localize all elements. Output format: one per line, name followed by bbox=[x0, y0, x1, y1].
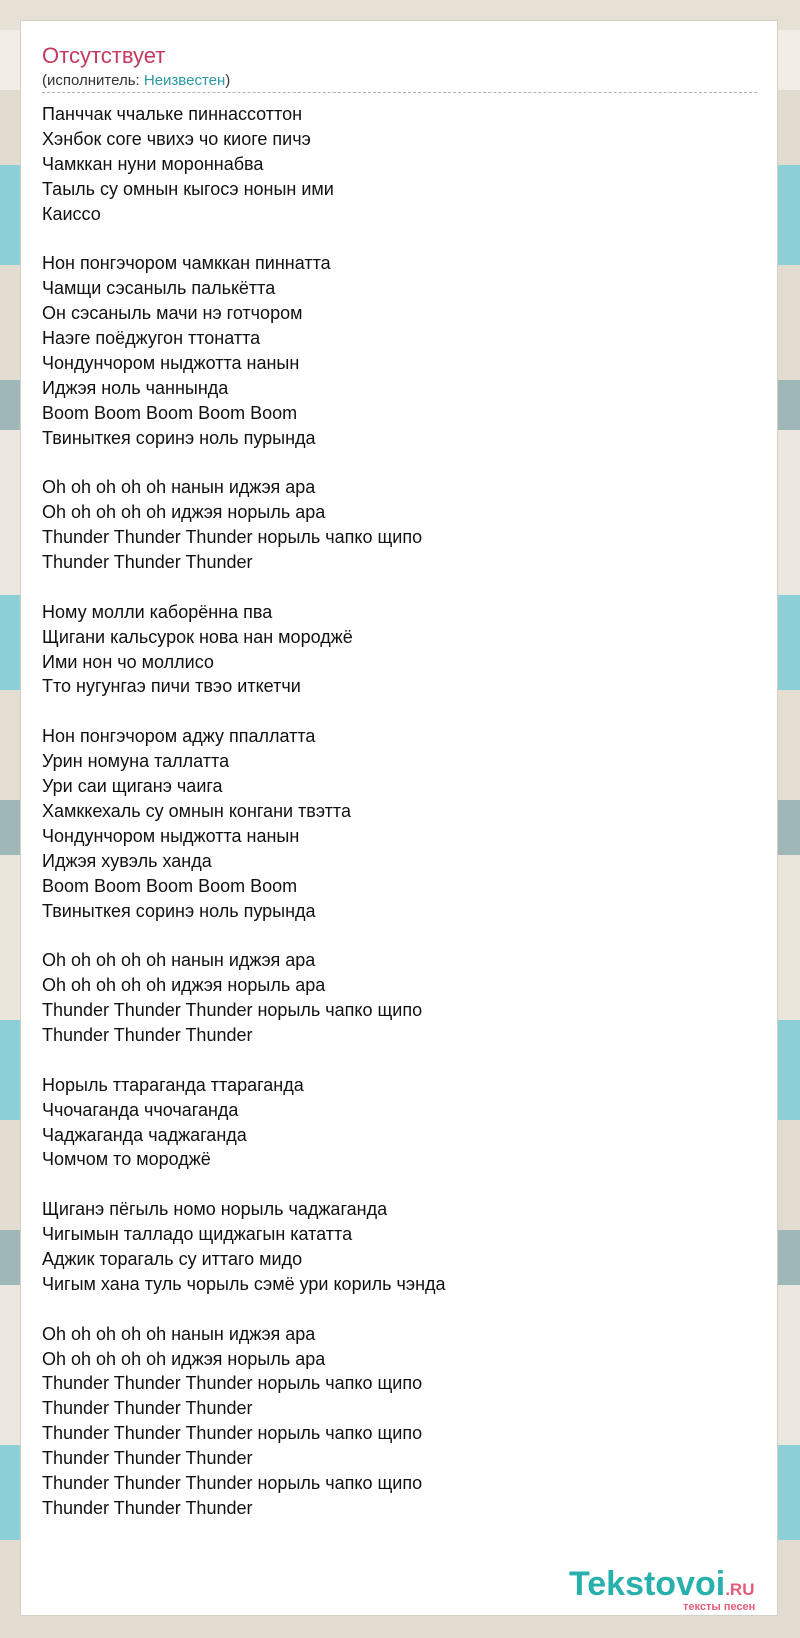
lyrics-line: Тто нугунгаэ пичи твэо иткетчи bbox=[42, 676, 301, 697]
artist-link[interactable]: Неизвестен bbox=[143, 72, 226, 89]
lyrics-line: Чамщи сэсаныль палькётта bbox=[42, 278, 276, 299]
lyrics-line: Иджэя хувэль ханда bbox=[42, 850, 212, 871]
lyrics-line: Он сэсаныль мачи нэ готчором bbox=[42, 303, 303, 324]
lyrics-text bbox=[42, 102, 757, 1521]
lyrics-line: Щиганэ пёгыль номо норыль чаджаганда bbox=[42, 1199, 388, 1220]
lyrics-line: Урин номуна таллатта bbox=[42, 751, 230, 772]
lyrics-line: Thunder Thunder Thunder bbox=[42, 1398, 253, 1419]
lyrics-line: Чондунчором ныджотта нанын bbox=[42, 352, 300, 373]
lyrics-line: Хэнбок соге чвихэ чо киоге пичэ bbox=[42, 128, 311, 149]
lyrics-line: Ури саи щиганэ чаига bbox=[42, 776, 223, 797]
lyrics-line: Thunder Thunder Thunder bbox=[42, 552, 253, 573]
logo-tagline: тексты песен bbox=[683, 1601, 756, 1613]
lyrics-line: Нон понгэчором чамккан пиннатта bbox=[42, 253, 331, 274]
artist-line bbox=[42, 72, 757, 93]
lyrics-stanza bbox=[42, 1322, 757, 1521]
lyrics-line: Чаджаганда чаджаганда bbox=[42, 1124, 247, 1145]
lyrics-line: Твиныткея соринэ ноль пурында bbox=[42, 900, 316, 921]
lyrics-line: Чомчом то мороджё bbox=[42, 1149, 211, 1170]
lyrics-line: Thunder Thunder Thunder bbox=[42, 1024, 253, 1045]
artist-suffix: ) bbox=[225, 72, 231, 89]
lyrics-line: Boom Boom Boom Boom Boom bbox=[42, 875, 298, 896]
lyrics-stanza bbox=[42, 948, 757, 1048]
song-header bbox=[42, 43, 757, 93]
lyrics-line: Oh oh oh oh oh нанын иджэя ара bbox=[42, 950, 316, 971]
lyrics-line: Thunder Thunder Thunder норыль чапко щипо bbox=[42, 1373, 423, 1394]
lyrics-line: Boom Boom Boom Boom Boom bbox=[42, 402, 298, 423]
lyrics-line: Норыль ттараганда ттараганда bbox=[42, 1074, 304, 1095]
lyrics-line: Thunder Thunder Thunder норыль чапко щипо bbox=[42, 527, 423, 548]
lyrics-line: Твиныткея соринэ ноль пурында bbox=[42, 427, 316, 448]
lyrics-line: Чамккан нуни мороннабва bbox=[42, 153, 264, 174]
lyrics-line: Щигани кальсурок нова нан мороджё bbox=[42, 626, 353, 647]
lyrics-stanza bbox=[42, 1197, 757, 1297]
lyrics-line: Ному молли каборённа пва bbox=[42, 601, 273, 622]
lyrics-line: Нон понгэчором аджу ппаллатта bbox=[42, 726, 316, 747]
lyrics-line: Иджэя ноль чаннында bbox=[42, 377, 229, 398]
lyrics-line: Таыль су омнын кыгосэ нонын ими bbox=[42, 178, 334, 199]
lyrics-line: Хамккехаль су омнын конгани твэтта bbox=[42, 800, 351, 821]
lyrics-line: Oh oh oh oh oh иджэя норыль ара bbox=[42, 502, 326, 523]
lyrics-line: Панччак ччальке пиннассоттон bbox=[42, 104, 303, 124]
song-title: Отсутствует bbox=[42, 43, 166, 68]
lyrics-line: Oh oh oh oh oh нанын иджэя ара bbox=[42, 1323, 316, 1344]
lyrics-line: Ччочаганда ччочаганда bbox=[42, 1099, 239, 1120]
lyrics-line: Thunder Thunder Thunder норыль чапко щипо bbox=[42, 1423, 423, 1444]
artist-prefix: (исполнитель: bbox=[42, 72, 144, 89]
lyrics-stanza bbox=[42, 600, 757, 700]
lyrics-line: Thunder Thunder Thunder bbox=[42, 1497, 253, 1518]
lyrics-line: Oh oh oh oh oh нанын иджэя ара bbox=[42, 477, 316, 498]
lyrics-line: Oh oh oh oh oh иджэя норыль ара bbox=[42, 1348, 326, 1369]
lyrics-line: Чондунчором ныджотта нанын bbox=[42, 825, 300, 846]
lyrics-stanza bbox=[42, 724, 757, 923]
lyrics-line: Thunder Thunder Thunder норыль чапко щипо bbox=[42, 1000, 423, 1021]
lyrics-stanza bbox=[42, 102, 757, 226]
lyrics-line: Чигым хана туль чорыль сэмё ури кориль чэнда bbox=[42, 1273, 446, 1294]
lyrics-line: Каиссо bbox=[42, 203, 101, 224]
lyrics-line: Oh oh oh oh oh иджэя норыль ара bbox=[42, 975, 326, 996]
lyrics-stanza bbox=[42, 251, 757, 450]
lyrics-line: Ими нон чо моллисо bbox=[42, 651, 214, 672]
lyrics-stanza bbox=[42, 475, 757, 575]
lyrics-stanza bbox=[42, 1073, 757, 1173]
lyrics-card bbox=[20, 20, 778, 1616]
lyrics-line: Чигымын талладо щиджагын кататта bbox=[42, 1224, 353, 1245]
lyrics-line: Thunder Thunder Thunder bbox=[42, 1448, 253, 1469]
site-logo[interactable] bbox=[569, 1566, 779, 1618]
lyrics-line: Аджик торагаль су иттаго мидо bbox=[42, 1248, 303, 1269]
lyrics-line: Thunder Thunder Thunder норыль чапко щипо bbox=[42, 1472, 423, 1493]
logo-name: Tekstovoi bbox=[569, 1565, 726, 1603]
lyrics-line: Наэге поёджугон ттонатта bbox=[42, 328, 261, 349]
logo-tld: .RU bbox=[725, 1580, 755, 1599]
